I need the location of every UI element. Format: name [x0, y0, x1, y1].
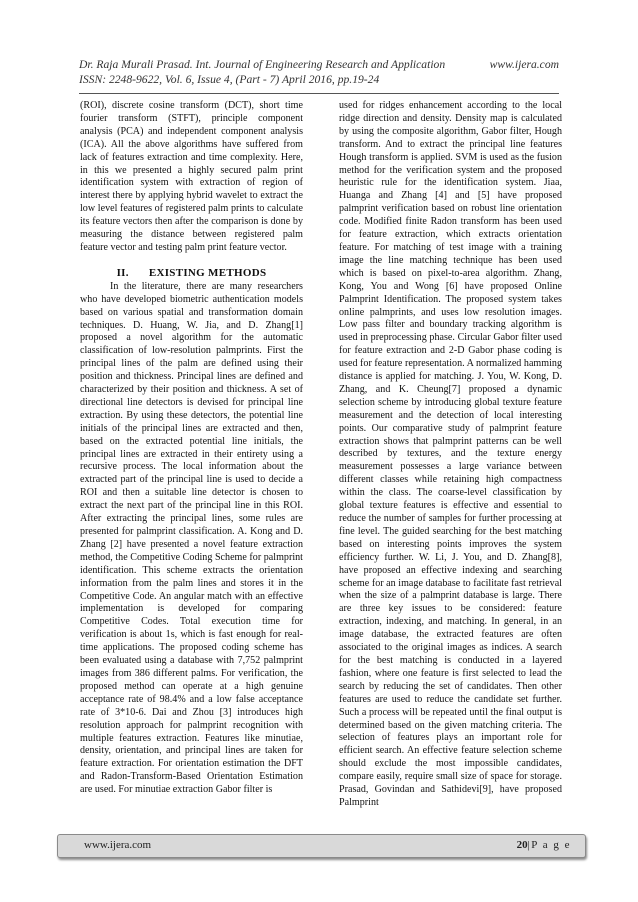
left-column	[80, 100, 303, 797]
issn-line: ISSN: 2248-9622, Vol. 6, Issue 4, (Part - 7) April 2016, pp.19-24	[79, 73, 380, 86]
section-heading	[80, 267, 303, 280]
journal-website[interactable]: www.ijera.com	[489, 58, 559, 71]
footer-website[interactable]: www.ijera.com	[84, 839, 152, 851]
page-label: |P a g e	[527, 839, 571, 851]
page-header	[79, 57, 559, 87]
continued-paragraph: used for ridges enhancement according to the local ridge direction and density. Density map is calculated by using the composite algorithm, Gabor filter, Hough transform. And to extract the principal line features Hough transform is applied. SVM is used as the fusion method for the verification system and the proposed heuristic rule for the identification system. Jiaa, Huanga and Zhang [4] and [5] have proposed palmprint verification based on robust line orientation code. Modified finite Radon transform has been used for feature extraction, which extracts orientation feature. For matching of test image with a training image the line matching technique has been used which is based on pixel-to-area algorithm. Zhang, Kong, You and Wong [6] have proposed Online Palmprint Identification. The proposed system takes online palmprints, and uses low resolution images. Low pass filter and boundary tracking algorithm is used in preprocessing phase. Circular Gabor filter used for feature extraction and 2-D Gabor phase coding is used for feature representation. A normalized hamming distance is applied for matching. J. You, W. Kong, D. Zhang, and K. Cheung[7] proposed a dynamic selection scheme by introducing global texture feature measurement and the detection of local interesting points. Our comparative study of palmprint feature extraction shows that palmprint patterns can be well described by textures, and the texture energy measurement possesses a large variance between different classes while retaining high compactness within the class. The coarse-level classification by global texture features is effective and essential to reduce the number of samples for further processing at fine level. The guided searching for the best matching based on interesting points improves the system efficiency further. W. Li, J. You, and D. Zhang[8], have proposed an effective indexing and searching scheme for an image database to facilitate fast retrieval when the size of a palmprint database is large. There are three key issues to be considered: feature extraction, indexing, and matching. In general, in an image database, the extracted features are often associated to the original images as indices. A search for the best matching is conducted in a layered fashion, where one feature is first selected to lead the search by reducing the set of candidates. Then other features are used to reduce the candidate set further. Such a process will be repeated until the final output is determined based on the given matching criteria. The selection of features plays an important role for efficient search. An effective feature selection scheme should exclude the most impossible candidates, compare easily, require small size of space for storage. Prasad, Govindan and Sathidevi[9], have proposed Palmprint	[339, 100, 562, 808]
page-indicator	[517, 839, 571, 851]
section-title: EXISTING METHODS	[148, 266, 267, 279]
right-column	[339, 100, 562, 810]
header-divider	[79, 93, 559, 94]
section-number: II.	[116, 266, 129, 279]
journal-citation: Dr. Raja Murali Prasad. Int. Journal of Engineering Research and Application	[79, 58, 446, 71]
page-number: 20	[516, 839, 528, 851]
intro-paragraph: (ROI), discrete cosine transform (DCT), short time fourier transform (STFT), principle component analysis (PCA) and independent component analysis (ICA). All the above algorithms have suffered from lack of features extraction and time complexity. Here, in this we presented a highly secured palm print identification system with extraction of region of interest there by applying hybrid wavelet to extract the low level features of registered palm prints to calculate its feature vectors then after the comparison is done by measuring the distance between registered palm feature vector and testing palm print feature vector.	[80, 100, 303, 253]
existing-methods-paragraph: In the literature, there are many researchers who have developed biometric authentication models based on various spatial and transformation domain techniques. D. Huang, W. Jia, and D. Zhang[1] proposed a novel algorithm for the automatic classification of low-resolution palmprints. First the principal lines of the palm are defined using their position and thickness. Principal lines are defined and characterized by their position and thickness. A set of directional line detectors is devised for principal line extraction. By using these detectors, the potential line initials of the principal lines are extracted and then, based on the extracted potential line initials, the principal lines are extracted in their entirety using a recursive process. The local information about the extracted part of the principal line is used to decide a ROI and then a suitable line detector is chosen to extract the next part of the principal line in this ROI. After extracting the principal lines, some rules are presented for palmprint classification. A. Kong and D. Zhang [2] have presented a novel feature extraction method, the Competitive Coding Scheme for palmprint identification. This scheme extracts the orientation information from the palm lines and stores it in the Competitive Code. An angular match with an effective implementation is developed for comparing Competitive Codes. Total execution time for verification is about 1s, which is fast enough for real-time applications. The proposed coding scheme has been evaluated using a database with 7,752 palmprint images from 386 different palms. For verification, the proposed method can operate at a high genuine acceptance rate of 98.4% and a low false acceptance rate of 3*10-6. Dai and Zhou [3] introduces high resolution approach for palmprint recognition with multiple features extraction. Features like minutiae, density, orientation, and principal lines are taken for feature extraction. For orientation estimation the DFT and Radon-Transform-Based Orientation Estimation are used. For minutiae extraction Gabor filter is	[80, 280, 303, 796]
page-footer	[57, 834, 586, 858]
